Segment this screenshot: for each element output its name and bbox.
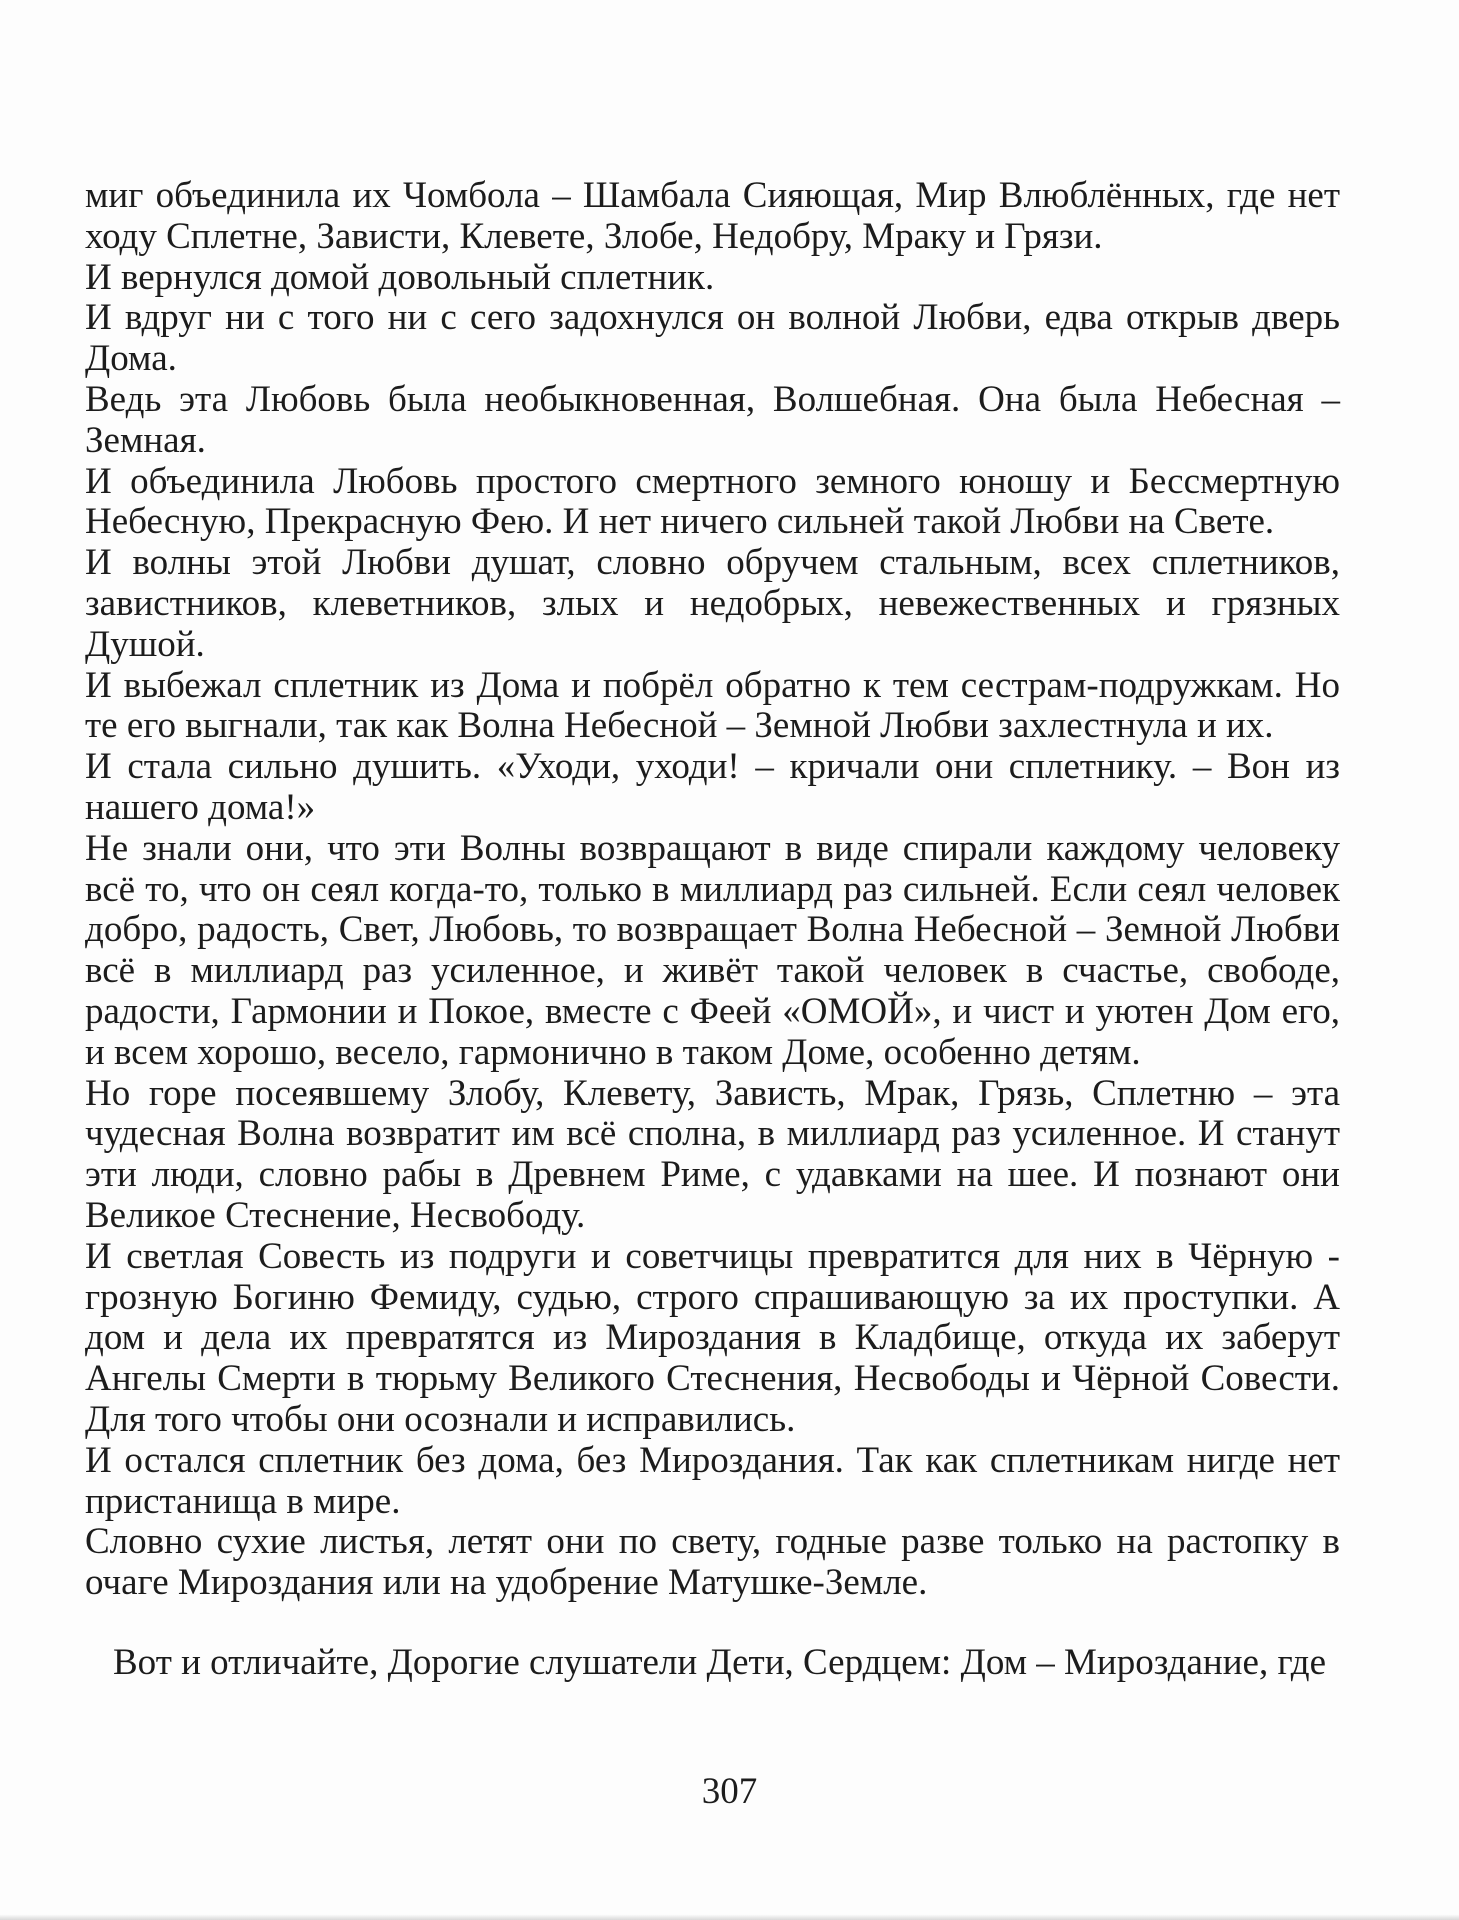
paragraph: Ведь эта Любовь была необыкновенная, Волшебная. Она была Небесная – Земная. [85,378,1340,461]
paragraph: И волны этой Любви душат, словно обручем стальным, всех сплетников, завистников, клеветников, злых и недобрых, невежественных и грязных Душой. [85,542,1340,665]
paragraph: И остался сплетник без дома, без Мироздания. Так как сплетникам нигде нет пристанища в мире. [85,1439,1340,1522]
paragraph: И вернулся домой довольный сплетник. [85,256,715,298]
paragraph: И объединила Любовь простого смертного земного юношу и Бессмертную Небесную, Прекрасную Фею. И нет ничего сильней такой Любви на Свете. [85,460,1340,543]
scan-edge [0,1914,1459,1920]
paragraph: И стала сильно душить. «Уходи, уходи! – кричали они сплетнику. – Вон из нашего дома!» [85,746,1340,828]
paragraph: Словно сухие листья, летят они по свету, годные разве только на растопку в очаге Мироздания или на удобрение Матушке-Земле. [85,1521,1340,1604]
paragraph: И выбежал сплетник из Дома и побрёл обратно к тем сестрам-подружкам. Но те его выгнали, так как Волна Небесной – Земной Любви захлестнула и их. [85,664,1340,747]
paragraph: Не знали они, что эти Волны возвращают в виде спирали каждому человеку всё то, что он сеял когда-то, только в миллиард раз сильней. Если сеял человек добро, радость, Свет, Любовь, то возвращает Волна Небесной – Земной Любви всё в миллиард раз усиленное, и живёт такой человек в счастье, свободе, радости, Гармонии и Покое, вместе с Феей «ОМОЙ», и чист и уютен Дом его, и всем хорошо, весело, гармонично в таком Доме, особенно детям. [85,827,1340,1073]
paragraph: миг объединила их Чомбола – Шамбала Сияющая, Мир Влюблённых, где нет ходу Сплетне, Зависти, Клевете, Злобе, Недобру, Мраку и Грязи. [85,175,1340,257]
paragraph: И светлая Совесть из подруги и советчицы превратится для них в Чёрную - грозную Богиню Фемиду, судью, строго спрашивающую за их проступки. А дом и дела их превратятся из Мироздания в Кладбище, откуда их заберут Ангелы Смерти в тюрьму Великого Стеснения, Несвободы и Чёрной Совести. Для того чтобы они осознали и исправились. [85,1235,1340,1440]
paragraph: И вдруг ни с того ни с сего задохнулся он волной Любви, едва открыв дверь Дома. [85,297,1340,380]
page-number: 307 [701,1771,758,1812]
page-text [85,176,1340,1684]
closing-paragraph: Вот и отличайте, Дорогие слушатели Дети, Сердцем: Дом – Мироздание, где [113,1641,1327,1683]
paragraph: Но горе посеявшему Злобу, Клевету, Зависть, Мрак, Грязь, Сплетню – эта чудесная Волна возвратит им всё сполна, в миллиард раз усиленное. И станут эти люди, словно рабы в Древнем Риме, с удавками на шее. И познают они Великое Стеснение, Несвободу. [85,1072,1340,1236]
